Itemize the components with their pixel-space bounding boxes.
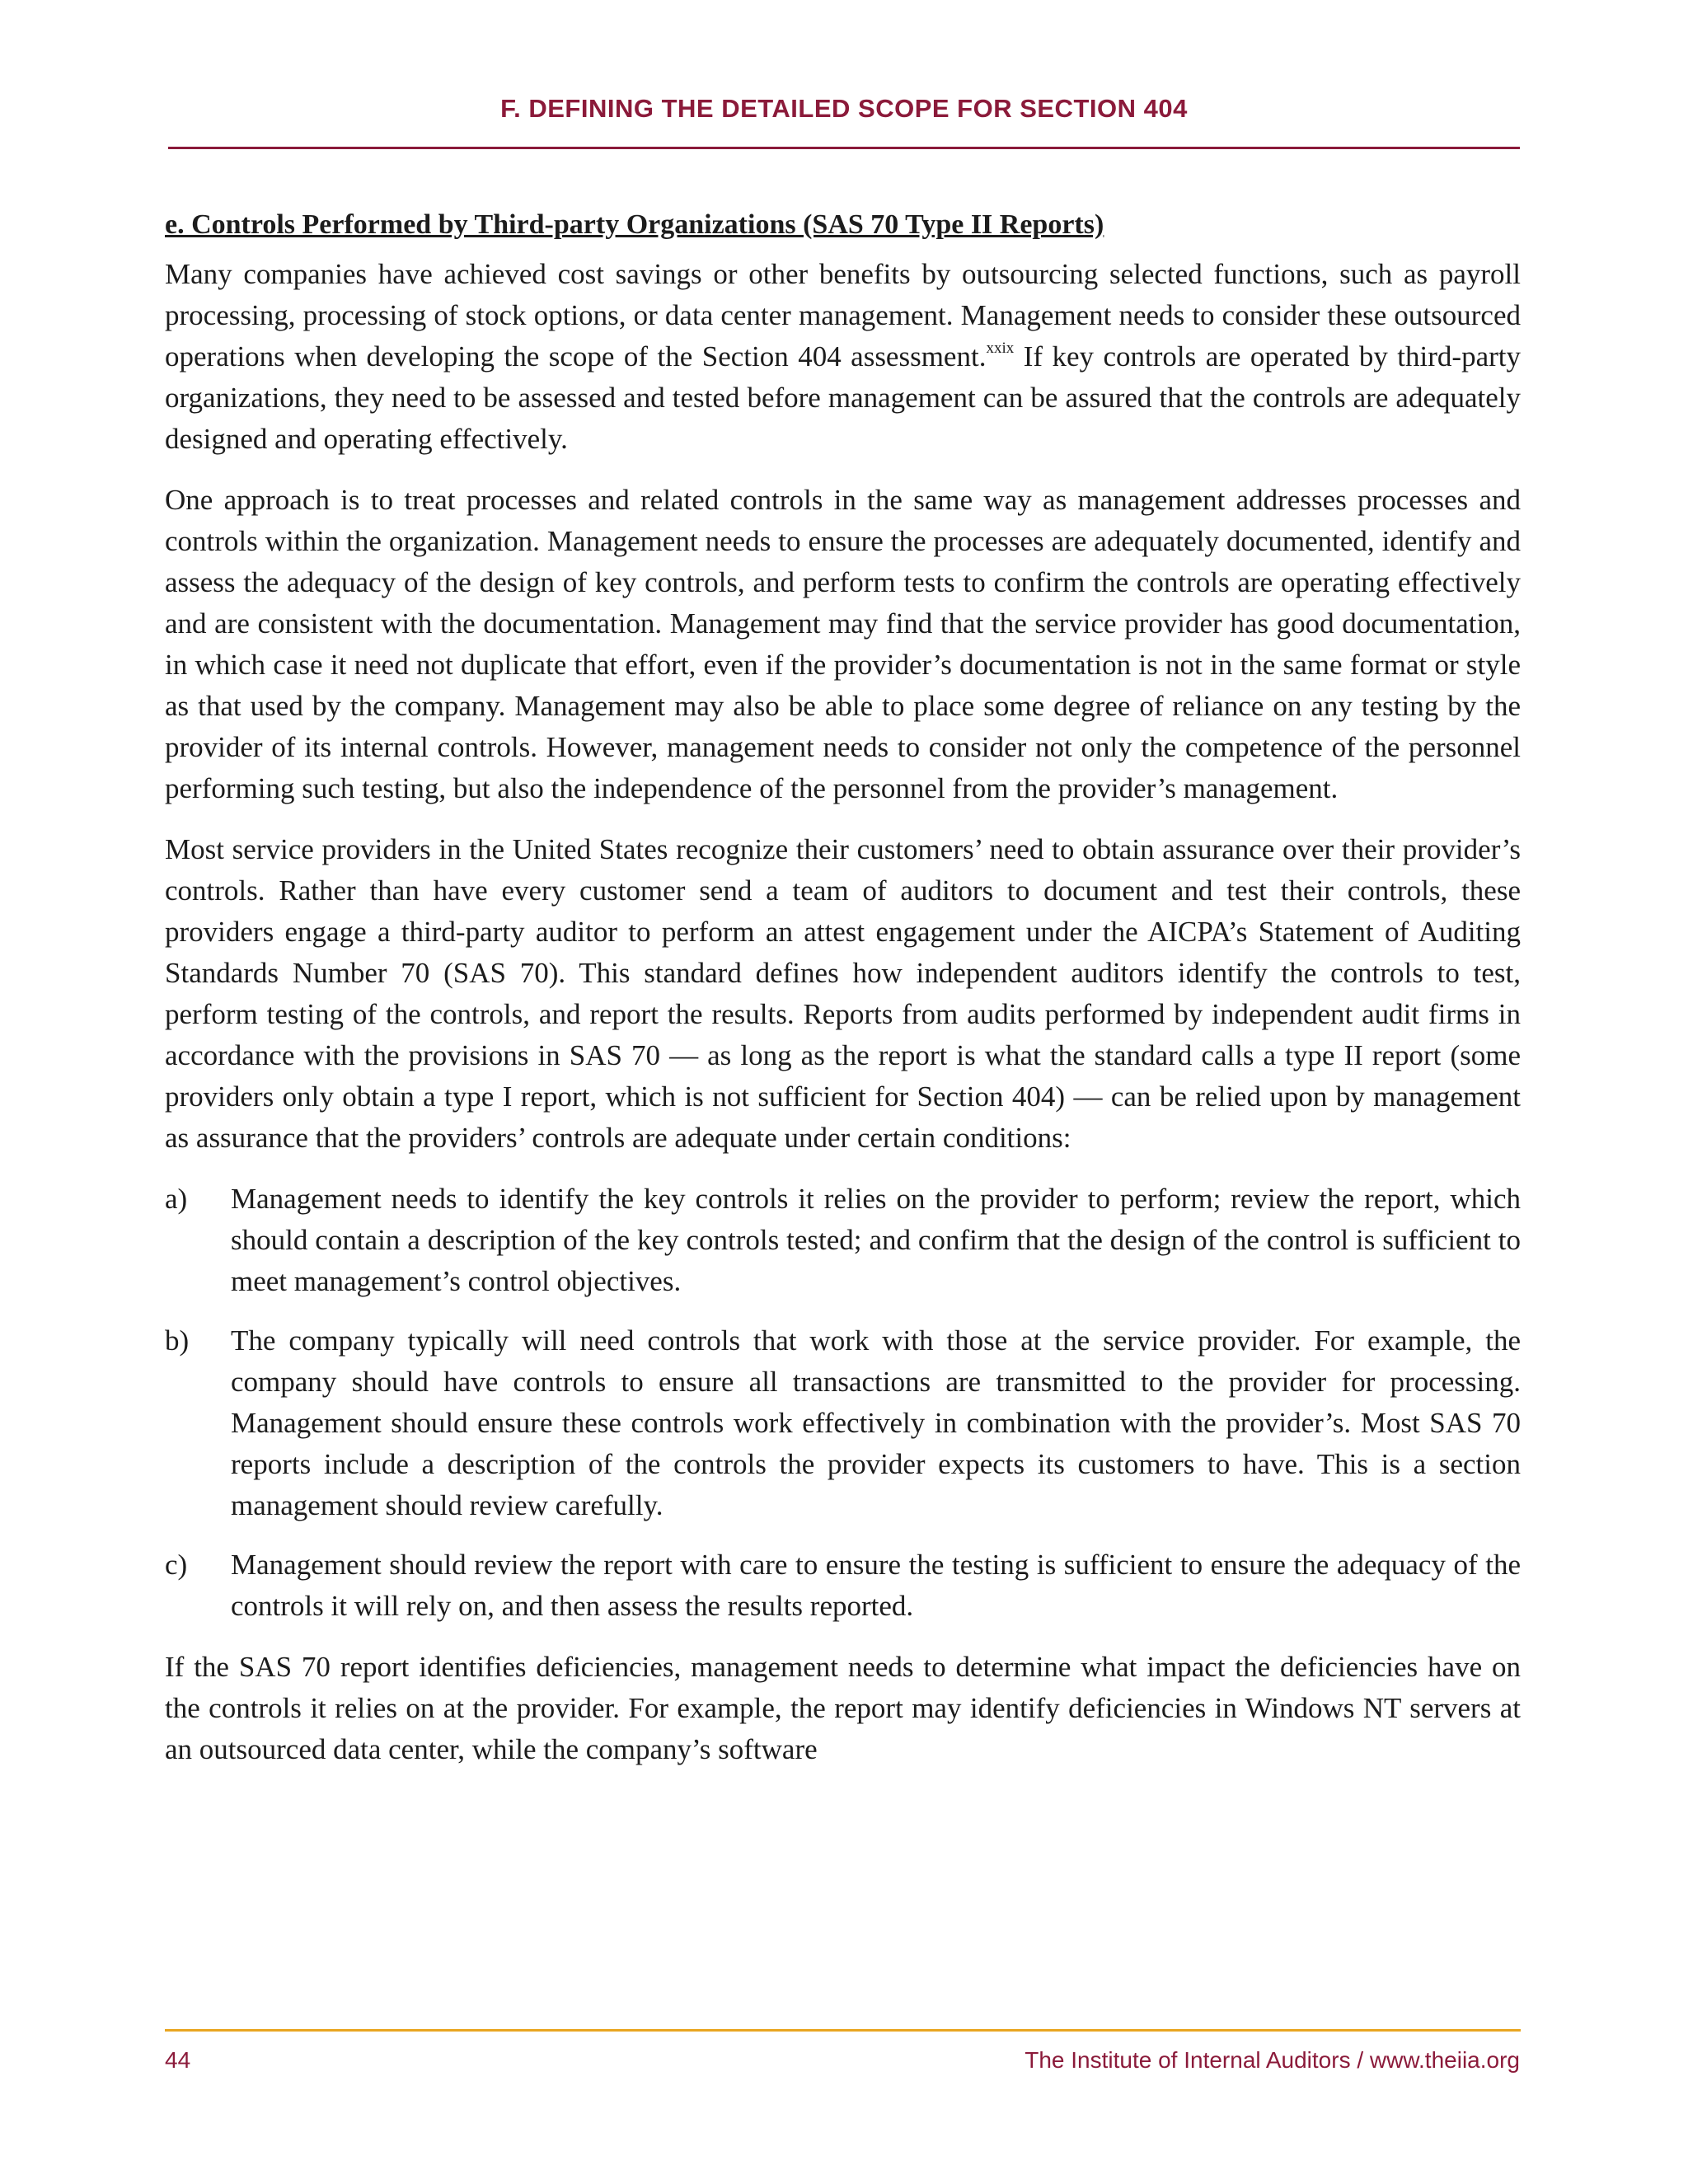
paragraph-outsourcing-text-a: Many companies have achieved cost savings or other benefits by outsourcing selected functions, such as payroll processing, processing of stock options, or data center management. Management needs to consider these outsourced operations when developing the scope of the Section 404 assessment. [165,258,1521,373]
list-item-text: Management should review the report with care to ensure the testing is sufficient to ensure the adequacy of the controls it will rely on, and then assess the results reported. [231,1549,1521,1622]
header-rule [168,147,1520,149]
list-item-text: Management needs to identify the key controls it relies on the provider to perform; review the report, which should contain a description of the key controls tested; and confirm that the design of the control is sufficient to meet management’s control objectives. [231,1183,1521,1297]
list-item-text: The company typically will need controls that work with those at the service provider. For example, the company should have controls to ensure all transactions are transmitted to the provider for processing. Management should ensure these controls work effectively in combination with the provider’s. Most SAS 70 reports include a description of the controls the provider expects its customers to have. This is a section management should review carefully. [231,1324,1521,1521]
list-marker: a) [165,1183,188,1215]
page-number: 44 [165,2047,191,2073]
conditions-list [165,1179,1521,1627]
list-item [165,1320,1521,1526]
paragraph-outsourcing-text-b: If key controls are operated by third-party organizations, they need to be assessed and tested before management can be assured that the controls are adequately designed and operating effectively. [165,340,1521,455]
paragraph-deficiencies: If the SAS 70 report identifies deficiencies, management needs to determine what impact the deficiencies have on the controls it relies on at the provider. For example, the report may identify deficiencies in Windows NT servers at an outsourced data center, while the company’s software [165,1651,1521,1765]
list-marker: c) [165,1549,188,1581]
list-item [165,1179,1521,1302]
list-item [165,1544,1521,1627]
footer-credit: The Institute of Internal Auditors / www.theiia.org [1025,2047,1520,2073]
running-head: F. DEFINING THE DETAILED SCOPE FOR SECTION 404 [500,94,1188,123]
body-text [165,204,1521,1790]
list-marker: b) [165,1324,190,1357]
paragraph-service-providers: Most service providers in the United States recognize their customers’ need to obtain assurance over their provider’s controls. Rather than have every customer send a team of auditors to document and test their controls, these providers engage a third-party auditor to perform an attest engagement under the AICPA’s Statement of Auditing Standards Number 70 (SAS 70). This standard defines how independent auditors identify the controls to test, perform testing of the controls, and report the results. Reports from audits performed by independent audit firms in accordance with the provisions in SAS 70 — as long as the report is what the standard calls a type II report (some providers only obtain a type I report, which is not sufficient for Section 404) — can be relied upon by management as assurance that the providers’ controls are adequate under certain conditions: [165,833,1521,1154]
paragraph-outsourcing [165,254,1521,460]
section-heading: e. Controls Performed by Third-party Organizations (SAS 70 Type II Reports) [165,209,1104,240]
footer-rule [165,2029,1521,2032]
endnote-reference[interactable]: xxix [986,340,1015,357]
paragraph-approach: One approach is to treat processes and related controls in the same way as management addresses processes and controls within the organization. Management needs to ensure the processes are adequately documented, identify and assess the adequacy of the design of key controls, and perform tests to confirm the controls are operating effectively and are consistent with the documentation. Management may find that the service provider has good documentation, in which case it need not duplicate that effort, even if the provider’s documentation is not in the same format or style as that used by the company. Management may also be able to place some degree of reliance on any testing by the provider of its internal controls. However, management needs to consider not only the competence of the personnel performing such testing, but also the independence of the personnel from the provider’s management. [165,484,1521,804]
